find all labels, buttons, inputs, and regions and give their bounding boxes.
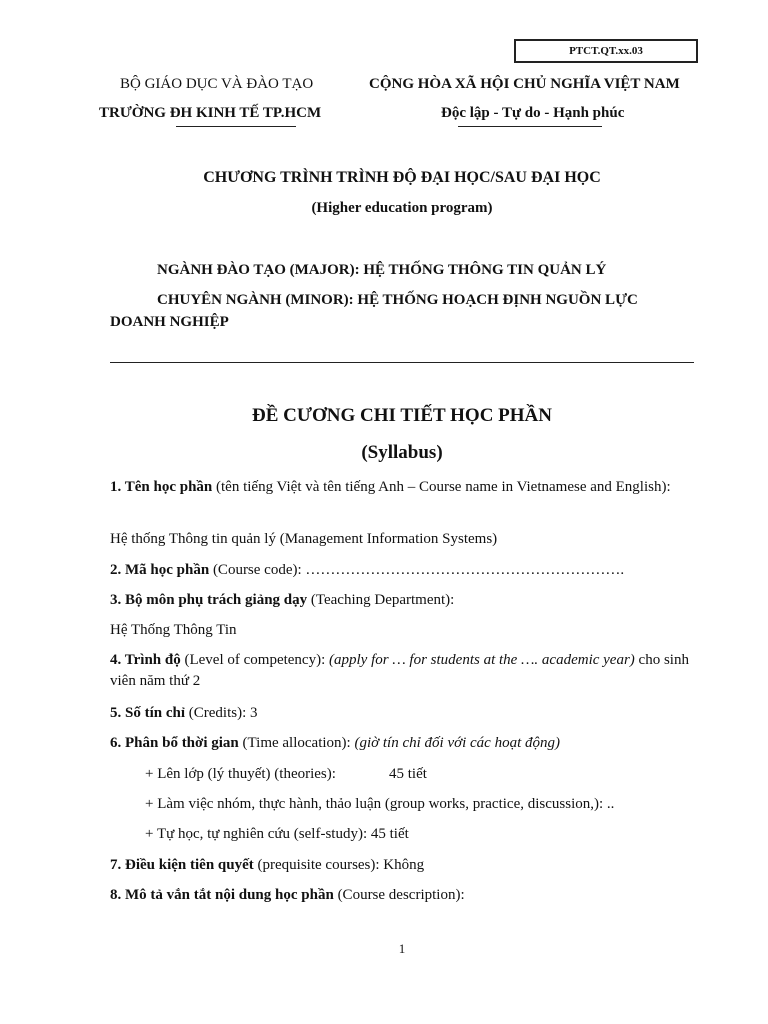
item-2-label: 2. Mã học phần [110, 562, 210, 578]
motto-underline [458, 126, 602, 127]
item-4-tail: cho sinh viên năm thứ 2 [110, 652, 689, 689]
item-5-text: (Credits): 3 [185, 705, 258, 721]
syllabus-title: ĐỀ CƯƠNG CHI TIẾT HỌC PHẦN [252, 405, 552, 426]
item-8-description [110, 885, 694, 906]
ministry-name: BỘ GIÁO DỤC VÀ ĐÀO TẠO [120, 76, 314, 92]
school-underline [176, 126, 296, 127]
item-6-theories: + Lên lớp (lý thuyết) (theories): [145, 766, 336, 782]
item-4-text: (Level of competency): [180, 652, 329, 668]
item-6-self-study: + Tự học, tự nghiên cứu (self-study): 45 tiết [145, 826, 409, 842]
item-6-label: 6. Phân bổ thời gian [110, 735, 239, 751]
item-6-group-works: + Làm việc nhóm, thực hành, thảo luận (group works, practice, discussion,): .. [145, 796, 615, 812]
item-1-course-name [110, 477, 694, 498]
item-7-label: 7. Điều kiện tiên quyết [110, 857, 254, 873]
republic-name: CỘNG HÒA XÃ HỘI CHỦ NGHĨA VIỆT NAM [369, 76, 680, 92]
item-4-italic: (apply for … for students at the …. academic year) [329, 652, 635, 668]
item-5-label: 5. Số tín chỉ [110, 705, 186, 721]
motto: Độc lập - Tự do - Hạnh phúc [441, 105, 625, 121]
item-6-italic: (giờ tín chỉ đối với các hoạt động) [354, 735, 561, 751]
item-3-value: Hệ Thống Thông Tin [110, 622, 237, 638]
item-8-text: (Course description): [333, 887, 465, 903]
item-3-text: (Teaching Department): [307, 592, 455, 608]
minor-line-2: DOANH NGHIỆP [110, 314, 229, 330]
item-1-value: Hệ thống Thông tin quản lý (Management Information Systems) [110, 531, 498, 547]
major-line: NGÀNH ĐÀO TẠO (MAJOR): HỆ THỐNG THÔNG TIN QUẢN LÝ [157, 262, 607, 278]
item-2-course-code [110, 560, 694, 581]
syllabus-subtitle: (Syllabus) [361, 442, 443, 463]
item-1-text: (tên tiếng Việt và tên tiếng Anh – Course name in Vietnamese and English): [212, 479, 671, 495]
section-divider [110, 362, 694, 363]
item-6-time-allocation [110, 733, 694, 754]
program-subtitle: (Higher education program) [311, 200, 493, 216]
item-7-prerequisites [110, 855, 694, 876]
item-4-label: 4. Trình độ [110, 652, 181, 668]
item-4-level [110, 650, 694, 692]
item-6-text: (Time allocation): [238, 735, 355, 751]
page-number: 1 [398, 941, 406, 956]
document-code-box: PTCT.QT.xx.03 [514, 39, 698, 63]
item-1-label: 1. Tên học phần [110, 479, 213, 495]
item-2-text: (Course code): ………………………………………………………. [209, 562, 625, 578]
minor-line-1: CHUYÊN NGÀNH (MINOR): HỆ THỐNG HOẠCH ĐỊNH NGUỒN LỰC [157, 292, 638, 308]
item-8-label: 8. Mô tả vắn tắt nội dung học phần [110, 887, 334, 903]
school-name: TRƯỜNG ĐH KINH TẾ TP.HCM [99, 105, 322, 121]
item-7-text: (prequisite courses): Không [253, 857, 425, 873]
item-5-credits [110, 703, 694, 724]
program-title: CHƯƠNG TRÌNH TRÌNH ĐỘ ĐẠI HỌC/SAU ĐẠI HỌC [203, 169, 601, 186]
item-3-label: 3. Bộ môn phụ trách giảng dạy [110, 592, 308, 608]
item-6-theories-value: 45 tiết [389, 766, 427, 782]
item-3-department [110, 590, 694, 611]
